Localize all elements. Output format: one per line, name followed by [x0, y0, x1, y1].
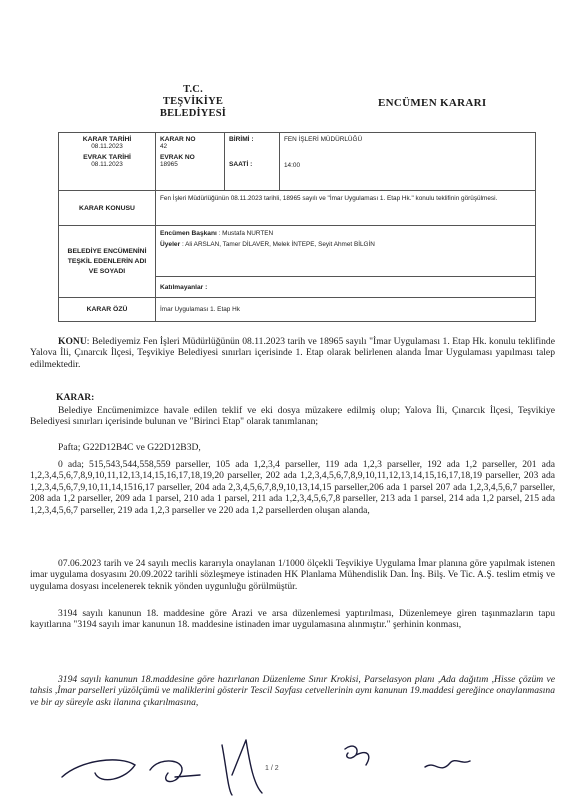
signature-3 [222, 740, 262, 795]
karar-paragraph-4: 3194 sayılı kanunun 18.maddesine göre hazırlanan Düzenleme Sınır Krokisi, Parselasyon planı ,Ada dağıtım ,Hisse çözüm ve tahsis ,İmar parselleri yüzölçümü ve maliklerini gösterir Tescil Sayfası cetvellerinin aynı kanunun 19.maddesi gereğince onaylanmasına ve bir ay süreyle askı ilanına çıkarılmasına, [30, 674, 555, 708]
summary-label-cell [59, 298, 156, 322]
katilmayanlar-label: Katılmayanlar : [160, 284, 208, 291]
evrak-tarihi-value: 08.11.2023 [91, 161, 123, 168]
parcels-paragraph: 0 ada; 515,543,544,558,559 parseller, 105 ada 1,2,3,4 parseller, 119 ada 1,2,3 parseller, 192 ada 1,2 parseller, 201 ada 1,2,3,4,5,6,7,8,9,10,11,12,13,14,15,16,17,18,19,20 parseller, 202 ada 1,2,3,4,5,6,7,8,9,10,11,12,13,14,15,16,17,18,19 parseller, 203 ada 1,2,3,4,5,6,7,9,10,11,14,1516,17 parseller, 204 ada 2,3,4,5,6,7,8,9,10,13,14,15 parseller,206 ada 1 parsel 207 ada 1,2,3,4,5,6,7 parseller, 208 ada 1,2 parseller, 209 ada 1 parsel, 210 ada 1 parsel, 211 ada 1,2,3,4,5,6,7,8 parseller, 213 ada 1 parsel, 214 ada 1,2 parsel, 215 ada 1,2,3,4,5,6,7 parseller, 219 ada 1,2,3 parseller ve 220 ada 1,2 parsellerden oluşan alanda, [30, 459, 555, 516]
evrak-no-label: EVRAK NO [160, 154, 195, 161]
organization-header [118, 84, 268, 120]
signature-2 [150, 761, 200, 782]
karar-no-value: 42 [160, 143, 168, 150]
pafta-line: Pafta; G22D12B4C ve G22D12B3D, [58, 442, 201, 453]
uyeler-label: Üyeler [160, 241, 181, 248]
karar-ozu-value: İmar Uygulaması 1. Etap Hk [160, 306, 240, 313]
karar-paragraph-3: 3194 sayılı kanunun 18. maddesine göre Arazi ve arsa düzenlemesi yaptırılması, Düzenlemeye giren taşınmazların tapu kayıtlarına "3194 sayılı imar kanunun 18. maddesine istinaden imar uygulamasına alınmıştır." şerhinin konması, [30, 608, 555, 631]
members-label: BELEDİYE ENCÜMENİNİ TEŞKİL EDENLERİN ADI VE SOYADI [67, 247, 147, 275]
signature-5 [425, 761, 470, 768]
subject-label-cell [59, 191, 156, 226]
karar-heading: KARAR: [56, 392, 95, 403]
evrak-tarihi-label: EVRAK TARİHİ [83, 154, 131, 161]
baskan-label: Encümen Başkanı [160, 230, 217, 237]
uyeler-value: : Ali ARSLAN, Tamer DİLAVER, Melek İNTEPE, Seyit Ahmet BİLGİN [181, 241, 375, 248]
saati-label: SAATİ : [229, 161, 253, 168]
birimi-value: FEN İŞLERİ MÜDÜRLÜĞÜ [284, 136, 363, 143]
members-value-cell [156, 226, 536, 298]
karar-tarihi-label: KARAR TARİHİ [82, 136, 132, 143]
unit-label-cell [225, 133, 280, 191]
saati-value: 14:00 [284, 162, 300, 169]
org-line-type: BELEDİYESİ [159, 108, 227, 119]
decision-info-table [58, 132, 536, 322]
karar-paragraph-2: 07.06.2023 tarih ve 24 sayılı meclis kararıyla onaylanan 1/1000 ölçekli Teşvikiye Uygulama İmar planına göre yapılmak istenen imar uygulama dosyasını 20.09.2022 tarihli sözleşmeye istinaden HK Planlama Mühendislik Dan. İnş. Bilş. Ve Tic. A.Ş. teslim etmiş ve uygulama dosyası incelenerek teknik yönden uygunluğu görülmüştür. [30, 558, 555, 592]
members-list [156, 226, 535, 277]
baskan-value: : Mustafa NURTEN [218, 230, 274, 237]
signature-1 [62, 760, 135, 780]
org-line-tc: T.C. [183, 84, 203, 95]
karar-konusu-label: KARAR KONUSU [79, 204, 135, 212]
summary-value-cell [156, 298, 536, 322]
signature-4 [345, 746, 369, 765]
page-number: 1 / 2 [265, 765, 279, 772]
members-label-cell [59, 226, 156, 298]
date-cell [59, 133, 156, 191]
birimi-label: BİRİMİ : [229, 136, 254, 143]
karar-konusu-value: Fen İşleri Müdürlüğünün 08.11.2023 tarihli, 18965 sayılı ve "İmar Uygulaması 1. Etap Hk." konulu teklifinin görüşülmesi. [160, 195, 498, 202]
subject-value-cell [156, 191, 536, 226]
karar-tarihi-value: 08.11.2023 [91, 143, 123, 150]
karar-ozu-label: KARAR ÖZÜ [86, 306, 128, 313]
konu-paragraph [30, 336, 555, 370]
karar-no-label: KARAR NO [160, 136, 196, 143]
unit-value-cell [280, 133, 536, 191]
konu-text: : Belediyemiz Fen İşleri Müdürlüğünün 08.11.2023 tarih ve 18965 sayılı "İmar Uygulaması 1. Etap Hk. konulu teklifinde Yalova İli, Çınarcık İlçesi, Teşvikiye Belediyesi sınırları içerisinde 1. Etap olarak belirlenen alanda İmar Uygulaması yapılması talep edilmektedir. [30, 336, 555, 370]
karar-paragraph-1: Belediye Encümenimizce havale edilen teklif ve eki dosya müzakere edilmiş olup; Yalova İli, Çınarcık İlçesi, Teşvikiye Belediyesi sınırları içerisinde bulunan ve "Birinci Etap" olarak tanımlanan; [30, 405, 555, 428]
handwritten-signatures [0, 735, 581, 800]
konu-label: KONU [58, 336, 87, 347]
document-title: ENCÜMEN KARARI [378, 97, 487, 109]
evrak-no-value: 18965 [160, 161, 178, 168]
org-line-name: TEŞVİKİYE [162, 96, 224, 107]
number-cell [156, 133, 225, 191]
